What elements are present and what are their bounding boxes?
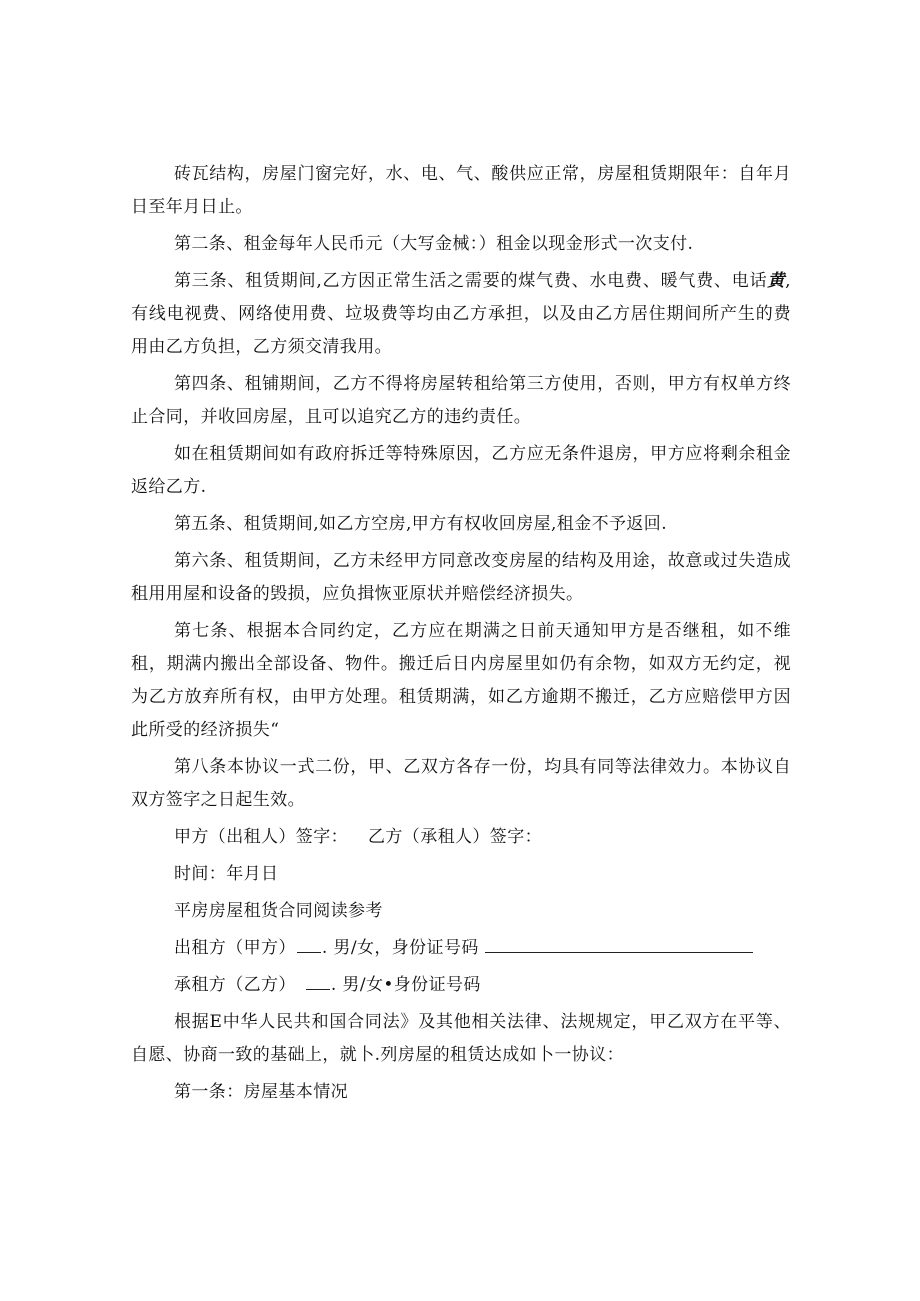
lessor-signature-label: 甲方（出租人）签字： bbox=[174, 827, 348, 847]
lessor-id-blank bbox=[485, 934, 753, 953]
document-body bbox=[131, 158, 791, 1109]
reference-title: 平房房屋租货合同阅读参考 bbox=[174, 901, 383, 921]
lessor-line bbox=[131, 932, 791, 965]
paragraph-article-2: 第二条、租金每年人民币元（大写金械：）租金以现金形式一次支付. bbox=[174, 234, 694, 254]
paragraph-article-1: 第一条：房屋基本情况 bbox=[174, 1082, 348, 1102]
paragraph-legal-basis: 根据E中华人民共和国合同法》及其他相关法律、法规规定，甲乙双方在平等、自愿、协商一致的基础上，就卜.列房屋的租赁达成如卜一协议： bbox=[131, 1012, 791, 1065]
paragraph-article-4: 第四条、租铺期间，乙方不得将房屋转租给第三方使用，否则，甲方有权单方终止合同，并收回房屋，且可以追究乙方的违约责任。 bbox=[131, 374, 791, 427]
signature-row bbox=[131, 821, 791, 854]
date-line: 时间：年月日 bbox=[174, 864, 279, 884]
lessee-prefix: 承租方（乙方） bbox=[174, 975, 296, 995]
article-3-bold-glyph: 黄 bbox=[767, 271, 786, 291]
lessee-suffix: . 男/女•身份证号码 bbox=[330, 975, 481, 995]
article-3-text-a: 第三条、租赁期间,乙方因正常生活之需要的煤气费、水电费、暖气费、电话 bbox=[174, 271, 768, 291]
lessor-suffix: . 男/女，身份证号码 bbox=[321, 938, 479, 958]
paragraph-demolition: 如在租赁期间如有政府拆迁等特殊原因，乙方应无条件退房，甲方应将剩余租金返给乙方. bbox=[131, 444, 791, 497]
paragraph-article-3 bbox=[131, 265, 791, 364]
lessor-name-blank bbox=[297, 934, 321, 953]
article-3-text-b: ,有线电视费、网络使用费、垃圾费等均由乙方承担，以及由乙方居住期间所产生的费用由乙方负担，乙方须交清我用。 bbox=[131, 271, 791, 357]
paragraph-structure: 砖瓦结构，房屋门窗完好，水、电、气、酸供应正常，房屋租赁期限年：自年月日至年月日止。 bbox=[131, 164, 791, 217]
paragraph-article-5: 第五条、租赁期间,如乙方空房,甲方有权收回房屋,租金不予返回. bbox=[174, 514, 668, 534]
paragraph-article-7: 第七条、根据本合同约定，乙方应在期满之日前天通知甲方是否继租，如不维租，期满内搬出全部设备、物件。搬迁后日内房屋里如仍有余物，如双方无约定，视为乙方放弃所有权，由甲方处理。租赁期满，如乙方逾期不搬迁，乙方应赔偿甲方因此所受的经济损失“ bbox=[131, 621, 791, 740]
lessee-signature-label: 乙方（承租人）签字： bbox=[368, 827, 542, 847]
lessor-prefix: 出租方（甲方） bbox=[174, 938, 296, 958]
lessee-line bbox=[131, 969, 791, 1002]
paragraph-article-8: 第八条本协议一式二份，甲、乙双方各存一份，均具有同等法律效力。本协议自双方签字之日起生效。 bbox=[131, 757, 791, 810]
paragraph-article-6: 第六条、租赁期间，乙方未经甲方同意改变房屋的结构及用途，故意或过失造成租用用屋和设备的毁损，应负揖恢亚原状并赔偿经济损失。 bbox=[131, 551, 791, 604]
lessee-name-blank bbox=[306, 971, 330, 990]
